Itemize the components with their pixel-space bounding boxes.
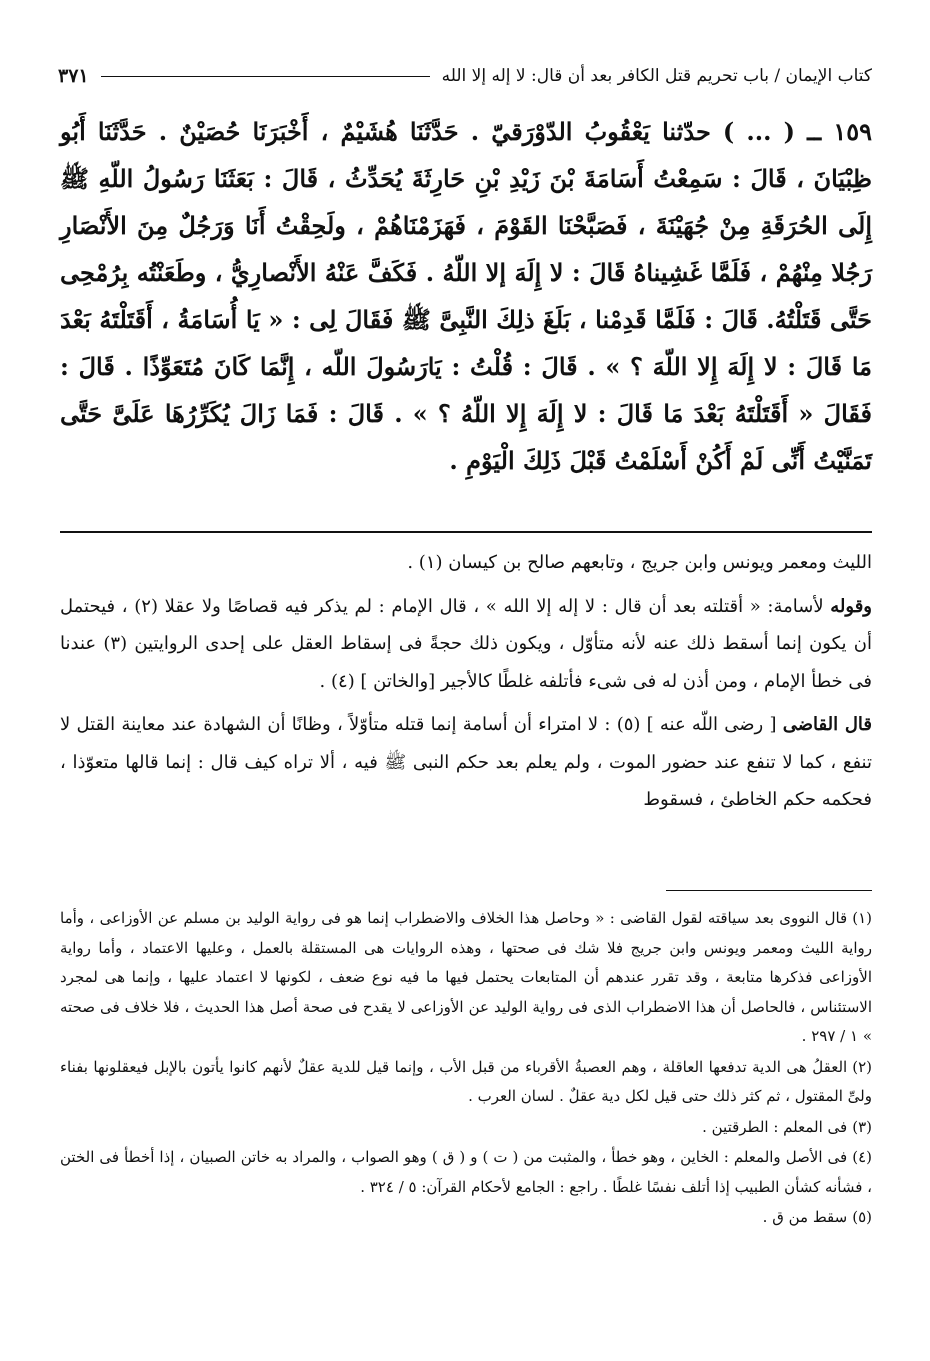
- chapter-title: كتاب الإيمان / باب تحريم قتل الكافر بعد أن قال: لا إله إلا الله: [441, 66, 872, 86]
- hadith-paragraph: ١٥٩ ــ ( ... ) حدّثنا يَعْقُوبُ الدّوْرَقيّ . حَدَّثَنَا هُشَيْمٌ ، أَخْبَرَنَا حُصَيْنٌ . حَدَّثَنَا أَبُو ظِبْيَانَ ، قَالَ : سَمِعْتُ أَسَامَةَ بْنَ زَيْدِ بْنِ حَارِثَةَ يُحَدِّثُ ، قَالَ : بَعَثَنَا رَسُولُ اللّهِ ﷺ إِلَى الحُرَقَةِ مِنْ جُهَيْنَةَ ، فَصَبَّحْنَا القَوْمَ ، فَهَزَمْنَاهُمْ ، ولَحِقْتُ أَنَا وَرَجُلٌ مِنَ الأَنْصَارِ رَجُلا مِنْهُمْ ، فَلَمَّا غَشِيناهُ قَالَ : لا إِلَهَ إلا اللّهُ . فَكَفَّ عَنْهُ الأَنْصارِيُّ ، وطَعَنْتُه بِرُمْحِى حَتَّى قَتَلْتُهُ. قَالَ : فَلَمَّا قَدِمْنا ، بَلَغَ ذلِكَ النَّبِىَّ ﷺ فَقَالَ لِى : « يَا أُسَامَةُ ، أَقَتَلْتَهُ بَعْدَ مَا قَالَ : لا إِلَهَ إِلا اللّهَ ؟ » . قَالَ : قُلْتُ : يَارَسُولَ اللّه ، إِنَّمَا كَانَ مُتَعَوِّذًا . قَالَ : فَقَالَ « أَقَتَلْتَهُ بَعْدَ مَا قَالَ : لا إِلَهَ إِلا اللّهُ ؟ » . قَالَ : فَمَا زَالَ يُكَرِّرُهَا عَلَىَّ حَتَّى تَمَنَّيْتُ أَنِّى لَمْ أَكُنْ أَسْلَمْتُ قَبْلَ ذَلِكَ الْيَوْمِ .: [60, 117, 872, 475]
- footnote-item: [60, 1113, 872, 1143]
- footnote-number: (٢): [852, 1057, 872, 1076]
- commentary-block: [60, 544, 872, 825]
- footnote-number: (٥): [852, 1208, 872, 1226]
- footnote-text: العقلُ هى الدية تدفعها العاقلة ، وهم العصبةُ الأقرباء من قبل الأب ، وإنما قيل للدية عقلٌ لأنهم كانوا يأتون بالإبل فيعقلونها بفناء ولىِّ المقتول ، ثم كثر ذلك حتى قيل لكل دية عقلٌ . لسان العرب .: [60, 1057, 872, 1105]
- section-divider: [60, 531, 872, 533]
- footnote-number: (١): [852, 909, 872, 927]
- page-number: ٣٧١: [58, 65, 89, 87]
- footnote-item: [60, 1143, 872, 1202]
- running-header: [58, 58, 872, 94]
- commentary-paragraph-text: [ رضى اللّه عنه ] (٥) : لا امتراء أن أسامة إنما قتله متأوّلاً ، وظانًا أن الشهادة عند معاينة القتل لا تنفع ، كما لا تنفع عند حضور الموت ، ولم يعلم بعد حكم النبى ﷺ فيه ، ألا تراه كيف قال : إنما قالها متعوّذا ، فحكمه حكم الخاطئ ، فسقوط: [60, 714, 872, 810]
- header-rule: [101, 76, 430, 77]
- commentary-lead-word: وقوله: [830, 595, 872, 617]
- footnote-number: (٤): [852, 1148, 872, 1166]
- commentary-paragraph-3: [60, 706, 872, 819]
- hadith-text-block: [60, 108, 872, 484]
- commentary-paragraph-text: لأسامة: « أقتلته بعد أن قال : لا إله إلا الله » ، قال الإمام : لم يذكر فيه قصاصًا ولا عقلا (٢) ، فيحتمل أن يكون إنما أسقط ذلك عنه لأنه متأوّل ، ويكون ذلك حجةً فى إسقاط العقل على إحدى الروايتين (٣) عندنا فى خطأ الإمام ، ومن أذن له فى شىء فأتلفه غلطًا كالأجير [والخاتن ] (٤) .: [60, 595, 873, 692]
- footnote-text: قال النووى بعد سياقته لقول القاضى : « وحاصل هذا الخلاف والاضطراب إنما هو فى رواية الوليد بن مسلم عن الأوزاعى ، وأما رواية الليث ومعمر ويونس وابن جريج فلا شك فى صحتها ، وهذه الروايات هى المستقلة بالعمل ، وعليها الاعتماد ، وأما رواية الأوزاعى فذكرها متابعة ، وقد تقرر عندهم أن المتابعات يحتمل فيها ما فيه نوع ضعف ، لكونها لا اعتماد عليها ، وإنما هى لمجرد الاستئناس ، فالحاصل أن هذا الاضطراب الذى فى رواية الوليد عن الأوزاعى لا يقدح فى صحة أصل هذا الحديث ، فلا خلاف فى صحته » ١ / ٢٩٧ .: [60, 909, 872, 1045]
- footnote-item: [60, 1203, 872, 1233]
- commentary-paragraph-1: الليث ومعمر ويونس وابن جريج ، وتابعهم صالح بن كيسان (١) .: [407, 552, 872, 573]
- footnote-item: [60, 1053, 872, 1112]
- footnote-item: [60, 904, 872, 1052]
- footnote-text: فى المعلم : الطرقتين .: [702, 1117, 848, 1136]
- commentary-paragraph-2: [60, 588, 872, 701]
- footnote-divider: [666, 890, 872, 891]
- footnote-number: (٣): [852, 1117, 872, 1136]
- footnotes-block: [60, 904, 872, 1234]
- commentary-lead-word: قال القاضى: [782, 714, 873, 735]
- footnote-text: سقط من ق .: [762, 1208, 848, 1226]
- footnote-text: فى الأصل والمعلم : الخاين ، وهو خطأ ، والمثبت من ( ت ) و ( ق ) وهو الصواب ، والمراد به خاتن الصبيان ، إذا أخطأ فى الختن ، فشأنه كشأن الطبيب إذا أتلف نفسًا غلطًا . راجع : الجامع لأحكام القرآن: ٥ / ٣٢٤ .: [60, 1148, 872, 1196]
